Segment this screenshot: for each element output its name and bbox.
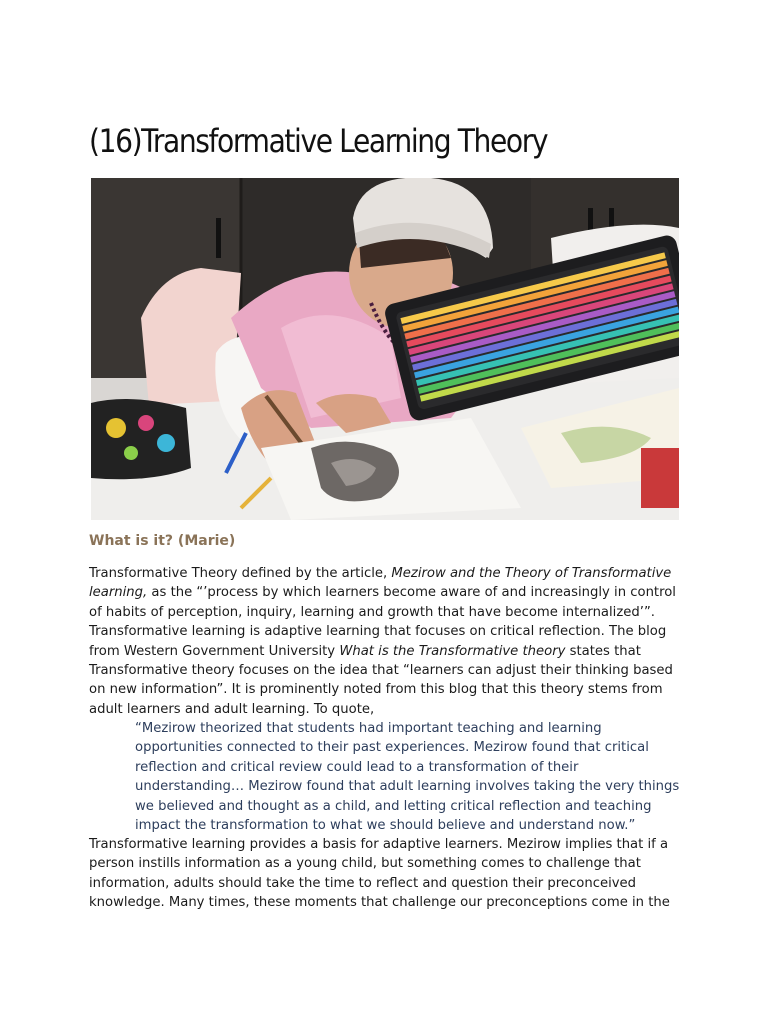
paragraph-definition — [89, 564, 689, 719]
woman-drawing-with-colored-pencils-photo — [91, 178, 679, 520]
block-quote: “Mezirow theorized that students had important teaching and learning opportunities connected to their past experiences. Mezirow found that critical reflection and critical review could lead to a transformation of their understanding… Mezirow found that adult learning involves taking the very things we believed and thought as a child, and letting critical reflection and teaching impact the transformation to what we should believe and understand now.” — [135, 721, 680, 834]
page-title: (16)Transformative Learning Theory — [89, 122, 548, 160]
para1-text-1: Transformative Theory defined by the article, — [89, 566, 392, 581]
blog-title-italic: What is the Transformative theory — [339, 643, 566, 659]
article-title-italic: Mezirow and the Theory of Transformative learning, — [89, 566, 672, 601]
paragraph-adaptive-learners: Transformative learning provides a basis for adaptive learners. Mezirow implies that if a person instills information as a young child, but something comes to challenge that information, adults should take the time to reflect and question their preconceived knowledge. Many times, these moments that challenge our preconceptions come in the — [89, 837, 670, 911]
para1-text-2: as the “’process by which learners become aware of and increasingly in control of habits of perception, inquiry, learning and growth that have become internalized’”. Transformative learning is adaptive learning that focuses on critical reflection. The blog from Western Government University — [89, 585, 676, 659]
section-heading: What is it? (Marie) — [89, 533, 236, 549]
para1-text-3: states that Transformative theory focuses on the idea that “learners can adjust their thinking based on new information”. It is prominently noted from this blog that this theory stems from adult learners and adult learning. To quote, — [89, 643, 673, 717]
